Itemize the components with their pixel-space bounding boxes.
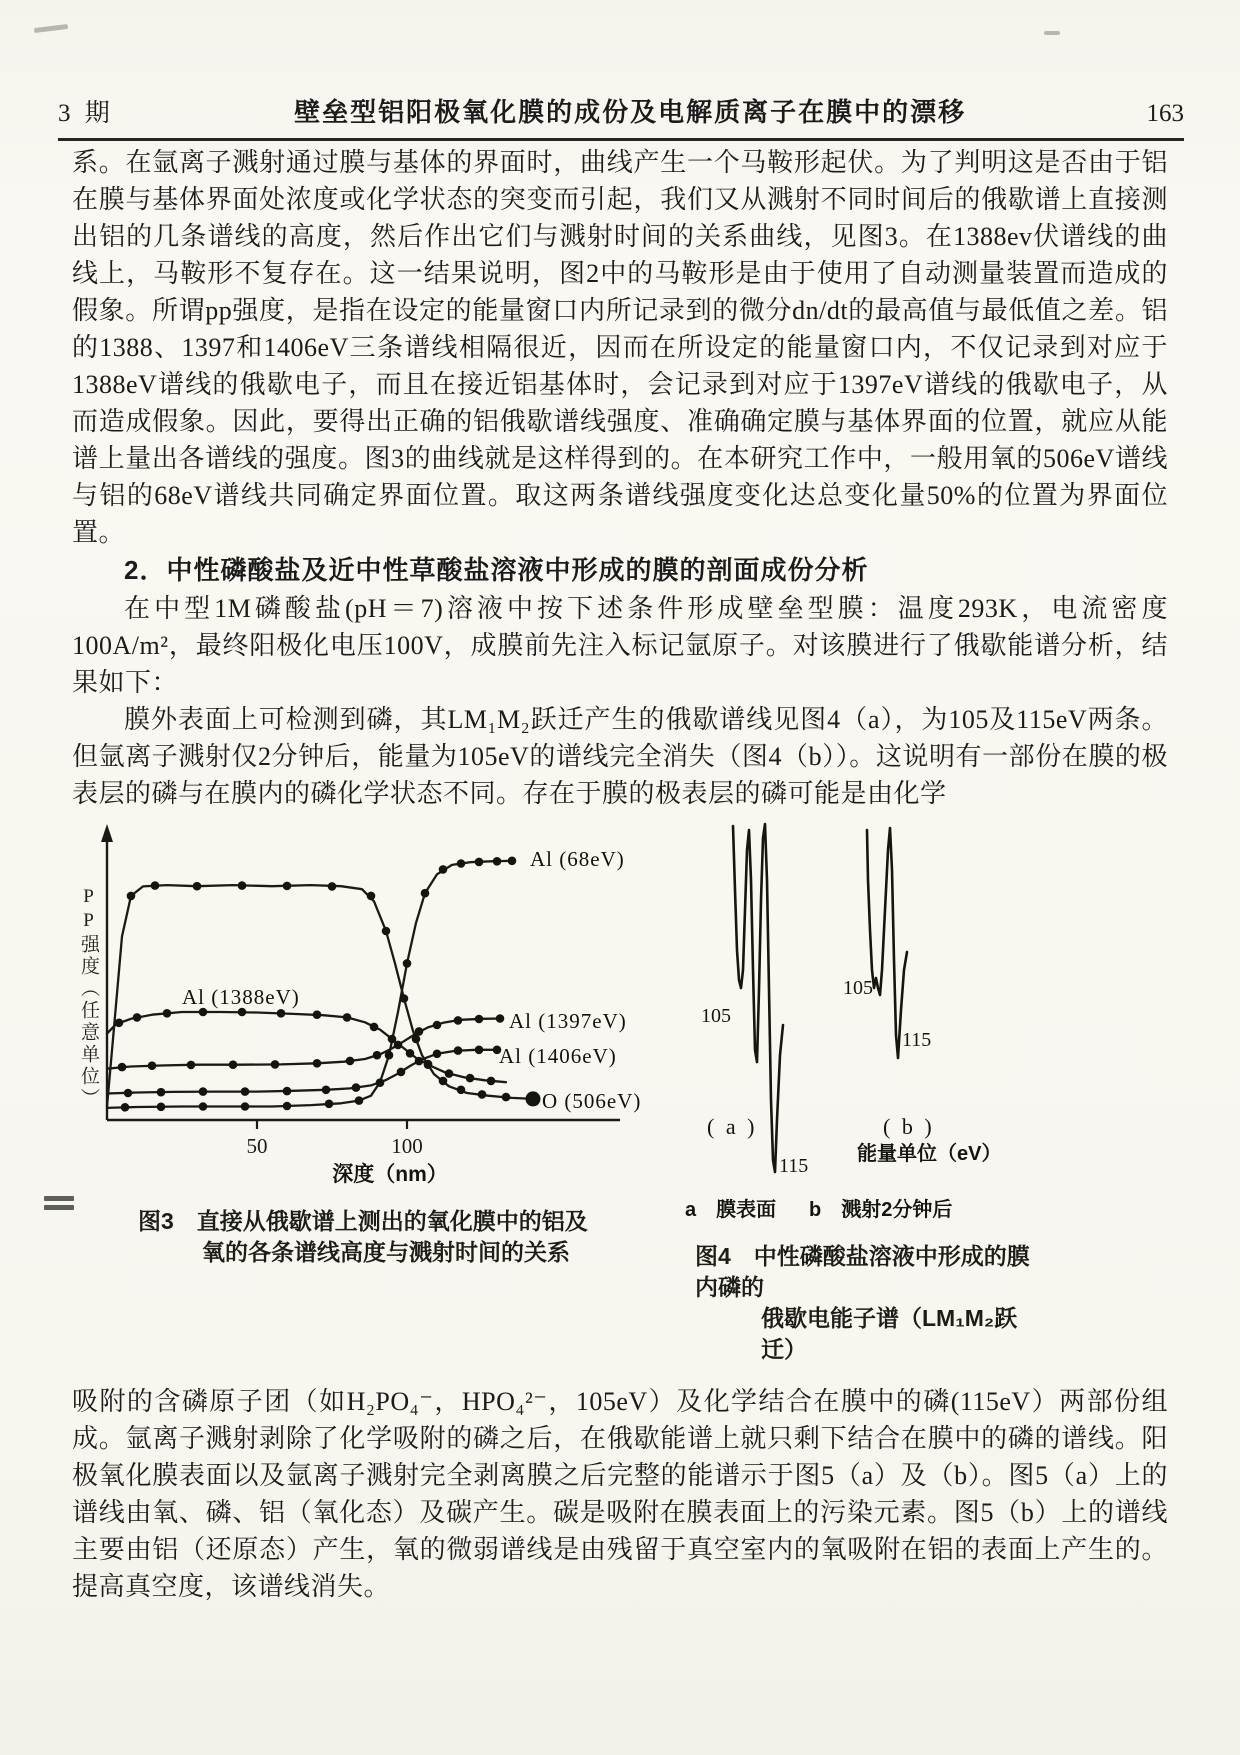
data-point — [376, 1078, 385, 1087]
data-point — [187, 1061, 196, 1070]
data-point — [193, 882, 202, 891]
data-point — [445, 1069, 454, 1078]
scan-artifact — [34, 24, 68, 33]
data-point — [397, 1068, 406, 1077]
data-point — [439, 1077, 448, 1086]
fig3-y-axis-label: PP强度（任意单位） — [78, 886, 99, 1110]
data-point — [439, 865, 448, 874]
spectra-annotation: ( b ) — [883, 1114, 935, 1139]
data-point — [322, 1086, 331, 1095]
data-point — [454, 1016, 463, 1025]
data-point — [394, 1041, 403, 1050]
data-point — [433, 1021, 442, 1030]
data-point — [457, 859, 466, 868]
data-point — [487, 1077, 496, 1086]
data-point — [412, 1035, 421, 1044]
data-point — [508, 857, 517, 866]
spectra-annotation: ( a ) — [707, 1114, 758, 1139]
data-point — [127, 892, 136, 901]
data-point — [415, 1057, 424, 1066]
data-point — [382, 927, 391, 936]
data-point — [241, 1087, 250, 1096]
data-point — [157, 1103, 166, 1112]
data-point — [241, 1102, 250, 1111]
page-header — [58, 92, 1184, 141]
data-point — [370, 1023, 379, 1032]
data-point — [454, 1046, 463, 1055]
data-point — [133, 1013, 142, 1022]
data-point — [277, 1009, 286, 1018]
data-point — [163, 1009, 172, 1018]
data-point — [475, 858, 484, 867]
paragraph: 膜外表面上可检测到磷，其LM₁M₂跃迁产生的俄歇谱线见图4（a），为105及115eV两条。但氩离子溅射仅2分钟后，能量为105eV的谱线完全消失（图4（b））。这说明有一部份在膜的极表层的磷与在膜内的磷化学状态不同。存在于膜的极表层的磷可能是由化学 — [72, 705, 1168, 808]
fig4-auger-spectra — [671, 820, 1031, 1235]
paper-title: 壁垒型铝阳极氧化膜的成份及电解质离子在膜中的漂移 — [294, 97, 967, 127]
spectra-annotation: b 溅射2分钟后 — [809, 1199, 953, 1221]
section-heading: 2．中性磷酸盐及近中性草酸盐溶液中形成的膜的剖面成份分析 — [124, 555, 869, 585]
data-point — [283, 882, 292, 891]
curve-label-al-68ev: Al (68eV) — [530, 847, 625, 871]
data-point — [124, 1089, 133, 1098]
spectra-annotation: a 膜表面 — [685, 1199, 777, 1221]
data-point — [466, 1074, 475, 1083]
data-point — [283, 1087, 292, 1096]
fig4-caption-line2: 俄歇电能子谱（LM₁M₂跃迁） — [761, 1305, 1018, 1362]
data-point — [118, 1063, 127, 1072]
data-point — [457, 1086, 466, 1095]
fig4-caption-line1: 图4 中性磷酸盐溶液中形成的膜内磷的 — [695, 1243, 1030, 1300]
data-point — [313, 1010, 322, 1019]
data-point — [325, 1100, 334, 1109]
data-point — [373, 1051, 382, 1060]
fig3-caption-line2: 氧的各条谱线高度与溅射时间的关系 — [202, 1239, 570, 1265]
peak-energy-label: 115 — [779, 1155, 809, 1177]
data-point — [493, 857, 502, 866]
data-point — [421, 889, 430, 898]
peak-energy-label: 115 — [902, 1029, 932, 1051]
scan-artifact — [1044, 31, 1060, 35]
data-point — [343, 1013, 352, 1022]
curve-label-al-1388ev: Al (1388eV) — [182, 985, 300, 1009]
scan-artifact — [44, 1196, 74, 1201]
paragraph: 在中型1M磷酸盐(pH＝7)溶液中按下述条件形成壁垒型膜：温度293K，电流密度100A/m²，最终阳极化电压100V，成膜前先注入标记氩原子。对该膜进行了俄歇能谱分析，结果如下： — [72, 594, 1168, 697]
data-point — [199, 1102, 208, 1111]
figures-row — [72, 820, 1168, 1365]
issue-label: 3 期 — [58, 100, 114, 127]
page-content — [72, 144, 1168, 1605]
paragraph-continuation: 系。在氩离子溅射通过膜与基体的界面时，曲线产生一个马鞍形起伏。为了判明这是否由于铝在膜与基体界面处浓度或化学状态的突变而引起，我们又从溅射不同时间后的俄歇谱上直接测出铝的几条谱线的高度，然后作出它们与溅射时间的关系曲线，见图3。在1388ev伏谱线的曲线上，马鞍形不复存在。这一结果说明，图2中的马鞍形是由于使用了自动测量装置而造成的假象。所谓pp强度，是指在设定的能量窗口内所记录到的微分dn/dt的最高值与最低值之差。铝的1388、1397和1406eV三条谱线相隔很近，因而在所设定的能量窗口内，不仅记录到对应于1388eV谱线的俄歇电子，而且在接近铝基体时，会记录到对应于1397eV谱线的俄歇电子，从而造成假象。因此，要得出正确的铝俄歇谱线强度、准确确定膜与基体界面的位置，就应从能谱上量出各谱线的强度。图3的曲线就是这样得到的。在本研究工作中，一般用氧的506eV谱线与铝的68eV谱线共同确定界面位置。取这两条谱线强度变化达总变化量50%的位置为界面位置。 — [72, 148, 1168, 547]
figure-4 — [671, 820, 1051, 1365]
data-point — [496, 1014, 505, 1023]
data-point — [478, 1090, 487, 1099]
page-number: 163 — [1146, 100, 1184, 127]
data-point — [406, 1049, 415, 1058]
data-point — [355, 1096, 364, 1105]
fig3-caption — [138, 1206, 657, 1268]
spectrum-b — [867, 828, 907, 1058]
data-point — [151, 881, 160, 890]
data-point — [199, 1087, 208, 1096]
data-point — [121, 1103, 130, 1112]
figure-3 — [72, 820, 657, 1365]
data-point — [475, 1046, 484, 1055]
data-point — [367, 892, 376, 901]
data-point — [148, 1061, 157, 1070]
data-point — [475, 1015, 484, 1024]
data-point — [433, 1050, 442, 1059]
peak-energy-label: 105 — [843, 977, 873, 999]
data-point — [352, 1083, 361, 1092]
curve-o-506ev — [107, 885, 533, 1106]
data-point — [403, 959, 412, 968]
data-point — [328, 882, 337, 891]
data-point — [424, 1060, 433, 1069]
y-axis-arrow-icon — [101, 824, 113, 842]
peak-energy-label: 105 — [701, 1005, 731, 1027]
data-point — [238, 881, 247, 890]
x-axis-title: 深度（nm） — [332, 1163, 448, 1186]
x-tick-label: 50 — [246, 1134, 268, 1158]
curve-label-o-506ev: O (506eV) — [542, 1089, 642, 1113]
data-point — [229, 1060, 238, 1069]
paragraph-continuation: 吸附的含磷原子团（如H₂PO₄⁻，HPO₄²⁻，105eV）及化学结合在膜中的磷(115eV）两部份组成。氩离子溅射剥除了化学吸附的磷之后，在俄歇能谱上就只剩下结合在膜中的磷的谱线。阳极氧化膜表面以及氩离子溅射完全剥离膜之后完整的能谱示于图5（a）及（b）。图5（a）上的谱线由氧、磷、铝（氧化态）及碳产生。碳是吸附在膜表面上的污染元素。图5（b）上的谱线主要由铝（还原态）产生，氧的微弱谱线是由残留于真空室内的氧吸附在铝的表面上产生的。提高真空度，该谱线消失。 — [72, 1387, 1168, 1601]
data-point — [313, 1059, 322, 1068]
data-point — [283, 1102, 292, 1111]
data-point — [271, 1060, 280, 1069]
fig3-caption-line1: 图3 直接从俄歇谱上测出的氧化膜中的铝及 — [138, 1208, 588, 1234]
spectra-annotation: 能量单位（eV） — [857, 1143, 1002, 1165]
data-point — [400, 994, 409, 1003]
data-point — [157, 1088, 166, 1097]
data-point — [115, 1019, 124, 1028]
x-tick-label: 100 — [391, 1134, 423, 1158]
fig3-line-chart — [72, 820, 647, 1190]
curve-al-1397ev — [107, 1019, 503, 1069]
data-point-end — [526, 1091, 541, 1106]
data-point — [502, 1093, 511, 1102]
curve-label-al-1397ev: Al (1397eV) — [509, 1009, 627, 1033]
data-point — [346, 1057, 355, 1066]
fig4-caption — [695, 1241, 1051, 1365]
curve-label-al-1406ev: Al (1406eV) — [499, 1044, 617, 1068]
data-point — [415, 1027, 424, 1036]
